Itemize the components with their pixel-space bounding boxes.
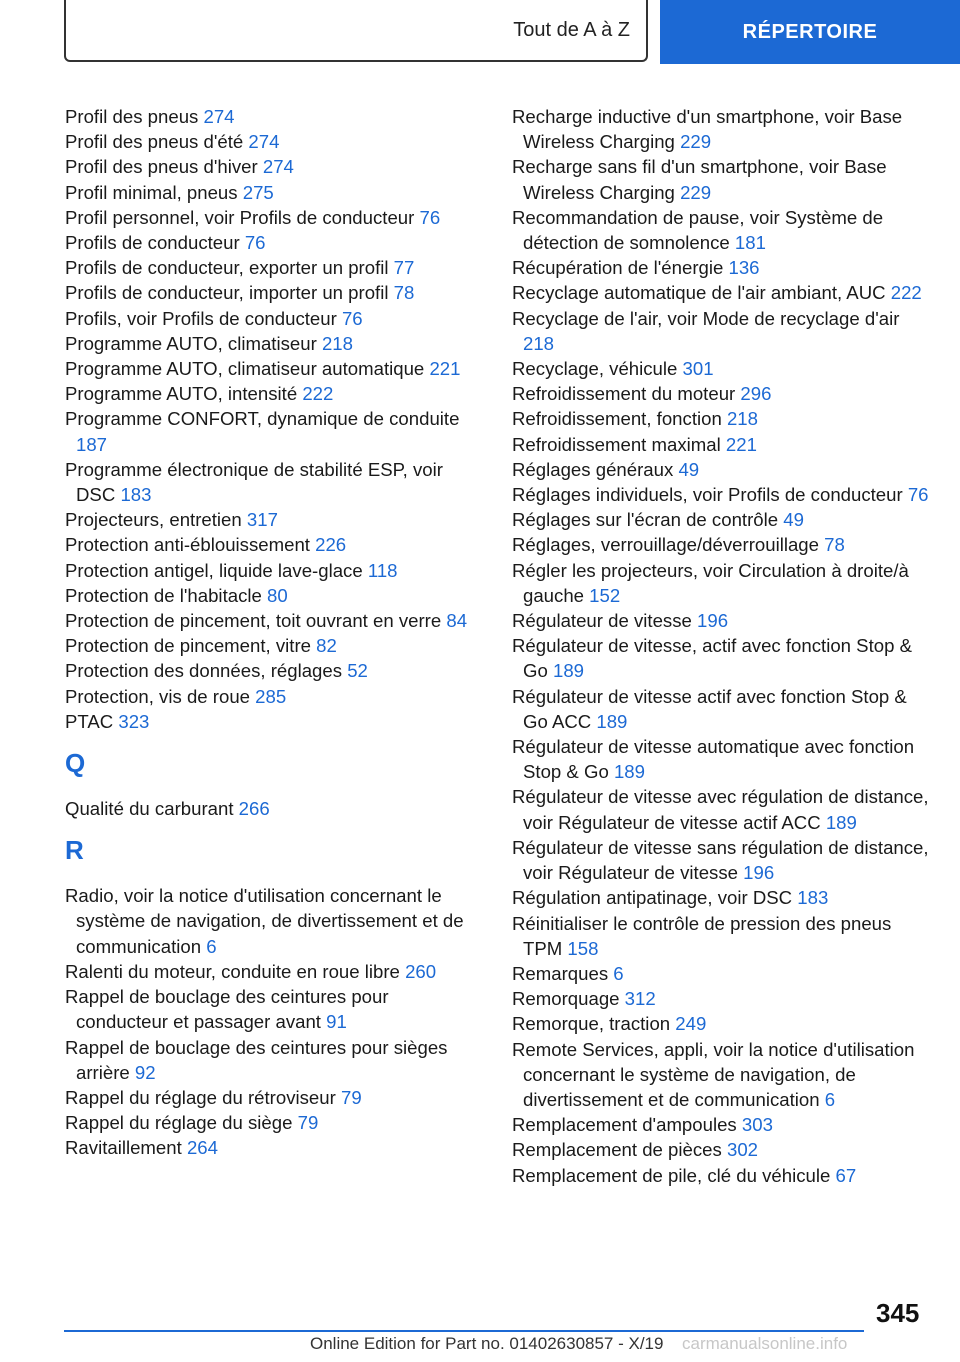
page-link[interactable]: 218 <box>726 408 758 430</box>
index-entry <box>65 331 485 356</box>
entry-text: Récupération de l'énergie <box>512 257 729 279</box>
page-link[interactable]: 118 <box>367 559 398 581</box>
index-entry <box>512 154 932 204</box>
index-entry <box>512 558 932 608</box>
page-link[interactable]: 76 <box>341 307 363 329</box>
index-entry <box>65 129 485 154</box>
footer-divider <box>64 1330 864 1332</box>
page-link[interactable]: 229 <box>680 181 712 203</box>
index-entry <box>65 406 485 456</box>
index-entry <box>512 911 932 961</box>
page-link[interactable]: 183 <box>797 887 829 909</box>
entry-text: Régulateur de vitesse, actif avec fonction Stop & Go <box>512 635 912 682</box>
index-entry <box>512 406 932 431</box>
page-link[interactable]: 323 <box>118 710 150 732</box>
entry-text: Recharge sans fil d'un smartphone, voir Base Wireless Charging <box>512 156 887 203</box>
page-link[interactable]: 317 <box>246 509 278 531</box>
index-entry <box>65 558 485 583</box>
index-entry <box>65 356 485 381</box>
page-link[interactable]: 189 <box>825 811 857 833</box>
entry-text: Protection, vis de roue <box>65 685 256 707</box>
index-entry <box>65 1110 485 1135</box>
entry-text: Projecteurs, entretien <box>65 509 247 531</box>
index-entry <box>512 381 932 406</box>
entry-text: Régulation antipatinage, voir DSC <box>512 887 798 909</box>
entry-text: PTAC <box>65 710 119 732</box>
entry-text: Réglages individuels, voir Profils de conducteur <box>512 484 908 506</box>
entry-text: Protection de pincement, toit ouvrant en verre <box>65 610 447 632</box>
page-link[interactable]: 260 <box>405 960 437 982</box>
page-link[interactable]: 303 <box>741 1114 773 1136</box>
entry-text: Régulateur de vitesse actif avec fonction Stop & Go ACC <box>512 685 907 732</box>
index-entry <box>65 608 485 633</box>
index-entry <box>512 961 932 986</box>
page-link[interactable]: 274 <box>248 131 280 153</box>
entry-text: Profil des pneus d'été <box>65 131 249 153</box>
index-letter-heading: R <box>65 835 84 866</box>
entry-text: Régler les projecteurs, voir Circulation à droite/à gauche <box>512 559 909 606</box>
page-link[interactable]: 218 <box>321 332 353 354</box>
index-letter-heading: Q <box>65 748 86 779</box>
repertoire-tab-label: RÉPERTOIRE <box>742 20 878 43</box>
index-entry <box>65 959 485 984</box>
page-header <box>0 0 960 66</box>
page-link[interactable]: 136 <box>728 257 760 279</box>
page-link[interactable]: 196 <box>743 862 775 884</box>
entry-text: Régulateur de vitesse <box>512 610 698 632</box>
page-link[interactable]: 158 <box>567 937 599 959</box>
page-link[interactable]: 229 <box>680 131 712 153</box>
page-link[interactable]: 222 <box>302 383 334 405</box>
index-entry <box>65 583 485 608</box>
index-entry <box>65 532 485 557</box>
index-entry <box>512 784 932 834</box>
entry-text: Profil des pneus d'hiver <box>65 156 263 178</box>
entry-text: Remplacement de pièces <box>512 1139 727 1161</box>
index-entry <box>512 684 932 734</box>
page-link[interactable]: 91 <box>326 1011 347 1033</box>
index-entry <box>512 457 932 482</box>
entry-text: Protection de pincement, vitre <box>65 635 317 657</box>
entry-text: Programme électronique de stabilité ESP, voir DSC <box>65 458 443 506</box>
page-link[interactable]: 6 <box>824 1088 836 1110</box>
index-entry <box>65 658 485 683</box>
index-entry <box>512 885 932 910</box>
page-link[interactable]: 274 <box>262 156 294 178</box>
section-tab[interactable] <box>64 0 648 62</box>
page-link[interactable]: 301 <box>682 358 714 380</box>
page-link[interactable]: 67 <box>835 1164 857 1186</box>
entry-text: Profil personnel, voir Profils de conducteur <box>65 206 420 228</box>
page-link[interactable]: 76 <box>907 484 929 506</box>
index-entry <box>512 633 932 683</box>
page-link[interactable]: 189 <box>552 660 585 682</box>
page-link[interactable]: 189 <box>613 761 645 783</box>
index-entry <box>512 608 932 633</box>
page-number: 345 <box>876 1298 920 1328</box>
entry-text: Réglages sur l'écran de contrôle <box>512 509 784 531</box>
index-entry <box>65 381 485 406</box>
index-entry <box>65 205 485 230</box>
entry-text: Protection antigel, liquide lave-glace <box>65 559 368 581</box>
index-column-left <box>65 104 485 1161</box>
entry-text: Recyclage, véhicule <box>512 358 683 380</box>
entry-text: Régulateur de vitesse avec régulation de distance, voir Régulateur de vitesse actif ACC <box>512 786 929 833</box>
entry-text: Protection anti-éblouissement <box>65 534 316 556</box>
index-entry <box>65 1035 485 1085</box>
index-entry <box>512 532 932 557</box>
page-link[interactable]: 79 <box>297 1112 319 1134</box>
page-link[interactable]: 312 <box>624 988 656 1010</box>
page-link[interactable]: 49 <box>678 458 700 480</box>
page-link[interactable]: 80 <box>267 584 288 606</box>
entry-text: Remarques <box>512 962 614 984</box>
entry-text: Refroidissement du moteur <box>512 383 741 405</box>
index-entry <box>65 633 485 658</box>
page-link[interactable]: 82 <box>316 635 337 657</box>
entry-text: Remorque, traction <box>512 1013 676 1035</box>
entry-text: Rappel du réglage du siège <box>65 1112 298 1134</box>
entry-text: Rappel du réglage du rétroviseur <box>65 1086 341 1108</box>
index-entry <box>65 883 485 959</box>
index-entry <box>512 986 932 1011</box>
entry-text: Régulateur de vitesse sans régulation de distance, voir Régulateur de vitesse <box>512 836 929 884</box>
repertoire-tab[interactable] <box>660 0 960 64</box>
section-tab-label: Tout de A à Z <box>513 18 630 41</box>
page-link[interactable]: 249 <box>675 1013 707 1035</box>
page-link[interactable]: 274 <box>203 106 235 127</box>
page-link[interactable]: 84 <box>446 610 468 632</box>
entry-text: Recommandation de pause, voir Système de détection de somnolence <box>512 206 884 254</box>
page-link[interactable]: 302 <box>726 1139 759 1161</box>
page-link[interactable]: 79 <box>340 1086 362 1108</box>
page-link[interactable]: 285 <box>255 685 287 707</box>
index-entry <box>65 1085 485 1110</box>
index-entry <box>65 796 485 821</box>
page-link[interactable]: 275 <box>242 181 274 203</box>
page-link[interactable]: 296 <box>740 383 772 405</box>
entry-text: Régulateur de vitesse automatique avec fonction Stop & Go <box>512 736 915 783</box>
page-link[interactable]: 152 <box>589 584 621 606</box>
page-link[interactable]: 78 <box>824 534 845 556</box>
entry-text: Ravitaillement <box>65 1137 187 1159</box>
entry-text: Profils, voir Profils de conducteur <box>65 307 342 329</box>
entry-text: Programme AUTO, intensité <box>65 383 303 405</box>
index-entry <box>512 1163 932 1188</box>
page-link[interactable]: 76 <box>244 232 266 254</box>
entry-text: Réglages généraux <box>512 458 679 480</box>
index-entry <box>65 154 485 179</box>
page-link[interactable]: 266 <box>238 798 270 820</box>
entry-text: Programme AUTO, climatiseur automatique <box>65 358 430 380</box>
page-link[interactable]: 196 <box>697 610 729 632</box>
entry-text: Remorquage <box>512 988 625 1010</box>
page-link[interactable]: 78 <box>393 282 415 304</box>
index-entry <box>512 432 932 457</box>
watermark: carmanualsonline.info <box>682 1334 848 1353</box>
page-link[interactable]: 181 <box>734 232 766 254</box>
index-entry <box>65 230 485 255</box>
page-link[interactable]: 6 <box>206 935 217 957</box>
page-link[interactable]: 49 <box>783 509 804 531</box>
index-entry <box>512 205 932 255</box>
page-link[interactable]: 6 <box>613 962 624 984</box>
entry-text: Protection de l'habitacle <box>65 584 268 606</box>
index-entry <box>512 280 932 305</box>
entry-text: Remplacement de pile, clé du véhicule <box>512 1164 836 1186</box>
page-link[interactable]: 52 <box>347 660 368 682</box>
entry-text: Réinitialiser le contrôle de pression des pneus TPM <box>512 912 892 959</box>
page-link[interactable]: 92 <box>134 1061 156 1083</box>
index-entry <box>65 984 485 1034</box>
entry-text: Recyclage de l'air, voir Mode de recyclage d'air <box>512 307 900 329</box>
entry-text: Radio, voir la notice d'utilisation concernant le système de navigation, de divertissement et de communication <box>65 885 464 957</box>
index-entry <box>65 180 485 205</box>
index-entry <box>65 507 485 532</box>
page-link[interactable]: 264 <box>186 1137 218 1159</box>
entry-text: Protection des données, réglages <box>65 660 348 682</box>
index-entry <box>65 457 485 507</box>
index-entry <box>512 356 932 381</box>
index-entry <box>65 280 485 305</box>
index-entry <box>65 684 485 709</box>
page-link[interactable]: 221 <box>429 358 461 380</box>
page-link[interactable]: 222 <box>890 282 922 304</box>
page-link[interactable]: 76 <box>419 206 441 228</box>
entry-text: Qualité du carburant <box>65 798 239 820</box>
entry-text: Remplacement d'ampoules <box>512 1114 742 1136</box>
entry-text: Recyclage automatique de l'air ambiant, AUC <box>512 282 891 304</box>
page-link[interactable]: 183 <box>120 484 152 506</box>
entry-text: Profils de conducteur <box>65 232 245 254</box>
page-link[interactable]: 221 <box>725 433 757 455</box>
entry-text: Profils de conducteur, exporter un profil <box>65 257 394 279</box>
index-entry <box>512 1011 932 1036</box>
index-column-right <box>512 104 932 1188</box>
index-entry <box>512 835 932 885</box>
index-entry <box>65 104 485 129</box>
index-entry <box>65 1135 485 1160</box>
index-entry <box>65 306 485 331</box>
entry-text: Refroidissement maximal <box>512 433 726 455</box>
index-entry <box>512 1137 932 1162</box>
index-entry <box>512 1112 932 1137</box>
entry-text: Recharge inductive d'un smartphone, voir Base Wireless Charging <box>512 106 903 153</box>
entry-text: Profil des pneus <box>65 106 204 127</box>
entry-text: Rappel de bouclage des ceintures pour sièges arrière <box>65 1036 448 1083</box>
page-link[interactable]: 226 <box>315 534 347 556</box>
index-entry <box>512 1037 932 1113</box>
index-entry <box>512 255 932 280</box>
entry-text: Programme AUTO, climatiseur <box>65 332 322 354</box>
entry-text: Réglages, verrouillage/déverrouillage <box>512 534 825 556</box>
entry-text: Programme CONFORT, dynamique de conduite <box>65 408 460 430</box>
entry-text: Profils de conducteur, importer un profil <box>65 282 394 304</box>
entry-text: Ralenti du moteur, conduite en roue libre <box>65 960 406 982</box>
page-link[interactable]: 77 <box>393 257 415 279</box>
index-entry <box>512 507 932 532</box>
index-entry <box>512 104 932 154</box>
index-entry <box>512 482 932 507</box>
page-link[interactable]: 218 <box>523 332 555 354</box>
edition-footer: Online Edition for Part no. 01402630857 - X/19 <box>310 1334 664 1353</box>
index-entry <box>512 734 932 784</box>
page-link[interactable]: 187 <box>76 433 108 455</box>
index-entry <box>65 709 485 734</box>
entry-text: Remote Services, appli, voir la notice d'utilisation concernant le système de navigation, de divertissement et de communication <box>512 1038 915 1110</box>
index-entry <box>65 255 485 280</box>
index-entry <box>512 306 932 356</box>
page-link[interactable]: 189 <box>596 710 628 732</box>
entry-text: Rappel de bouclage des ceintures pour conducteur et passager avant <box>65 986 389 1033</box>
entry-text: Refroidissement, fonction <box>512 408 727 430</box>
entry-text: Profil minimal, pneus <box>65 181 243 203</box>
